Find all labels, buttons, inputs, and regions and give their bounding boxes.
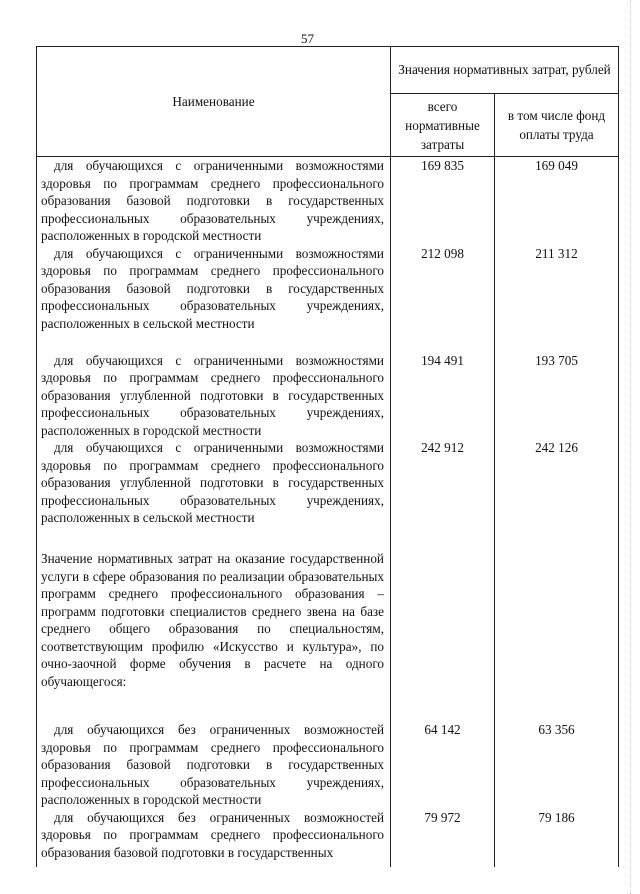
table-row [37,721,619,809]
row-total: 169 835 [391,157,495,245]
header-total: всего нормативные затраты [391,94,495,157]
header-incl-wage-fund: в том числе фонд оплаты труда [495,94,619,157]
row-total: 64 142 [391,721,495,809]
row-total: 242 912 [391,439,495,550]
row-description: для обучающихся с ограниченными возможностями здоровья по программам среднего профессионального образования базовой подготовки в государственных профессиональных образовательных учреждениях, расположенных в городской местности [37,157,391,245]
row-description: для обучающихся без ограниченных возможностей здоровья по программам среднего профессионального образования базовой подготовки в государственных профессиональных образовательных учреждениях, расположенных в городской местности [37,721,391,809]
row-description: для обучающихся с ограниченными возможностями здоровья по программам среднего профессионального образования углубленной подготовки в государственных профессиональных образовательных учреждениях, расположенных в городской местности [37,352,391,440]
row-incl: 193 705 [495,352,619,440]
row-incl: 242 126 [495,439,619,550]
row-incl [495,550,619,721]
scan-edge [630,0,637,894]
row-incl: 63 356 [495,721,619,809]
header-name: Наименование [37,47,391,157]
row-total: 194 491 [391,352,495,440]
row-incl: 79 186 [495,809,619,867]
table-row [37,809,619,867]
table-row [37,439,619,550]
row-total: 212 098 [391,245,495,352]
row-total [391,550,495,721]
header-values-group: Значения нормативных затрат, рублей [391,47,619,94]
row-description: для обучающихся с ограниченными возможностями здоровья по программам среднего профессионального образования углубленной подготовки в государственных профессиональных образовательных учреждениях, расположенных в сельской местности [37,439,391,550]
row-description: для обучающихся без ограниченных возможностей здоровья по программам среднего профессионального образования базовой подготовки в государственных [37,809,391,867]
row-description: для обучающихся с ограниченными возможностями здоровья по программам среднего профессионального образования базовой подготовки в государственных профессиональных образовательных учреждениях, расположенных в сельской местности [37,245,391,352]
page-number: 57 [301,31,314,46]
table-row [37,245,619,352]
table-row [37,157,619,245]
row-incl: 211 312 [495,245,619,352]
row-total: 79 972 [391,809,495,867]
table-row [37,550,619,721]
table-row [37,352,619,440]
cost-table [36,46,619,867]
row-description: Значение нормативных затрат на оказание государственной услуги в сфере образования по реализации образовательных программ среднего профессионального образования – программ подготовки специалистов среднего звена на базе среднего общего образования по специальностям, соответствующим профилю «Искусство и культура», по очно-заочной форме обучения в расчете на одного обучающегося: [37,550,391,721]
row-incl: 169 049 [495,157,619,245]
